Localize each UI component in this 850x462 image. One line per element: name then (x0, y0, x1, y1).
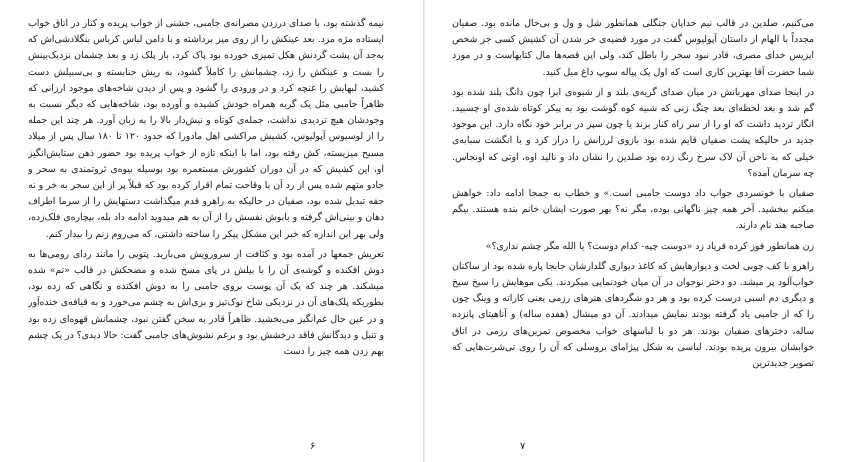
left-paragraph-2: تعریش جمعها در آمده بود و کثافت از سرورویش می‌بارید. پتویی را مانند ردای رومی‌ها به دوش افکنده و گوشه‌ی آن را با بیلش در پای مسخ شده و مضحکش در قالب «تم» شده میشکند. هر چند که یک آن پوست بروی جامبی را به دوش افکنده و نگاهی که زده بود، بطوریکه پلک‌های آن در نزدیکی شاخ نوک‌تیز و بزی‌اش به چشم می‌خورد و به قیافه‌ی خنده‌آور و در عین حال غم‌انگیز می‌بخشید. ظاهراً قادر به سخن گفتن نبود، چشمانش قهوه‌ای زده بود و تنبل و دیدگانش فاقد درخشش بود و برغم نشوش‌های جامبی گفت: حالا دیدی؟ در یک چشم بهم زدن همه چیز را دست (28, 248, 384, 358)
right-paragraph-4: زن همانطور فوز کرده فریاد زد «دوست چیه- کدام دوست؟ یا الله مگر چشم نداری؟» (485, 240, 814, 252)
right-page (452, 16, 814, 436)
right-paragraph-3: صفیان با خونسردی جواب داد دوست جامبی است.» و خطاب به جمجا ادامه داد: خواهش میکنم ببخشید. آخر همه چیز ناگهانی بوده، مگر نه؟ بهر صورت ایشان خانم بنده هستند. بیگم صاحبه هند نام دارند. (452, 188, 814, 232)
right-paragraph-1: می‌کنیم، صلدین در قالب نیم خدایان جنگلی همانطور شل و ول و بی‌حال مانده بود. صفیان مجدداً با الهام از داستان آپولیوس گفت در مورد قضیه‌ی خر شدن آن کشیش کسی جز شخص ایزیس خدای مصری، قادر نبود سحر را باطل کند، ولی این قصه‌ها مال کتابهاست و در مورد شما حضرت آقا بهترین کاری است که اول یک پیاله سوپ داغ میل کنید. (452, 18, 814, 78)
book-gutter (423, 0, 425, 462)
left-page (28, 16, 384, 436)
right-paragraph-5: راهرو با کف چوبی لخت و دیوارهایش که کاغذ دیواری گلدارشان جابجا پاره شده بود از ساکنان خواب‌آلود پر میشد. دو دختر نوجوان در آن میان خودنمایی میکردند. یکی موهایش را سیخ سیخ و دیگری دم اسبی درست کرده بود و هر دو شگردهای هنرهای رزمی یعنی کاراته و وینگ چون را که از جامبی یاد گرفته بودند نمایش میدادند. آن دو میشال (هفده ساله) و آناهیتای پانزده ساله، دخترهای صفیان بودند. هر دو با لباسهای خواب مخصوص تمرین‌های رزمی در اتاق خوابشان بیرون پریده بودند. لباسی به شکل پیژامای بروسلی که آن را روی تی‌شرت‌هایی که تصویر جدیدترین (452, 260, 814, 370)
left-page-number: ۶ (310, 441, 316, 452)
right-page-number: ۷ (520, 441, 526, 452)
right-paragraph-2: در اینجا صدای مهربانش در میان صدای گریه‌ی بلند و از شیوه‌ی ابرا چون دانگ بلند شده بود گم شد و بعد لحظه‌ای بعد چنگ زنی که شبیه کوه گوشت بود به پیکر کوتاه شده‌ی او چسبید. انگار تردید داشت که او را از سر راه کنار بزند یا چون سپر در برابر خود نگاه دارد. این موجود جدید در حالیکه پشت صفیان قایم شده بود بازوی لرزانش را دراز کرد و با انگشت سبابه‌ی خیلی که به ناخن آن لاک سرخ رنگ زده بود صلدین را نشان داد و نالید اوه، اوتی که اونجاس. چه سرمان آمده؟ (452, 86, 814, 179)
left-paragraph-1: نیمه گذشته بود، با صدای درزدن مصرانه‌ی جامبی، جشنی از خواب پریده و کنار در اتاق خواب ایستاده مژه مزد. بعد عینکش را از روی میز برداشته و با دامن لباس کرباس بنگلادشی‌اش که به‌جد آن پشت گردنش هکل تمیزی خورده بود پاک کرد، باز پلک زد و بعد چشمان نزدیک‌بینش را بست و عینکش را زد، چشمانش را کاملاً گشود، به ریش حنابسته و بی‌سبیلش دست کشید، لبهایش را غنچه کرد و در ورودی را گشود و پس از دیدن شاخه‌های موجود ارزانی که ظاهراً جامبی مثل یک گربه همراه خودش کشیده و آورده بود، شاخه‌هایی که دیگر نسبت به وجودشان هیچ تردیدی نداشت، جمله‌ی کوتاه و نیش‌دار بالا را به زبان آورد. هر چند این جمله را از لوسیوس آپولیوس، کشیش مراکشی اهل مادورا که حدود ۱۲۰ تا ۱۸۰ سال پس از میلاد مسیح میزیسته، کش رفته بود، اما با اینکه تازه از خواب پریده بود حضور ذهن ستایش‌انگیز او، این کشیش که در آن دوران کشورش مستعمره بود بوسیله بیوه‌ی ثروتمندی به سحر و جادو متهم شده پس از رد آن با وقاحت تمام اقرار کرده بود که قبلاً پر از این سحر به خر و نه جفه تبدیل شده بود، صفیان در حالیکه به راهرو قدم میگذاشت دستهایش را از سرما اطراف دهان و بینی‌اش گرفته و بابوش نفسش را از آن به هم میدوید ادامه داد بله، بیچاره‌ی فلک‌زده، ولی بهر این اندازه که خبر این مشکل پیکر را ساخته داشتی، که می‌روم زنم را بیدار کنم. (28, 18, 384, 240)
